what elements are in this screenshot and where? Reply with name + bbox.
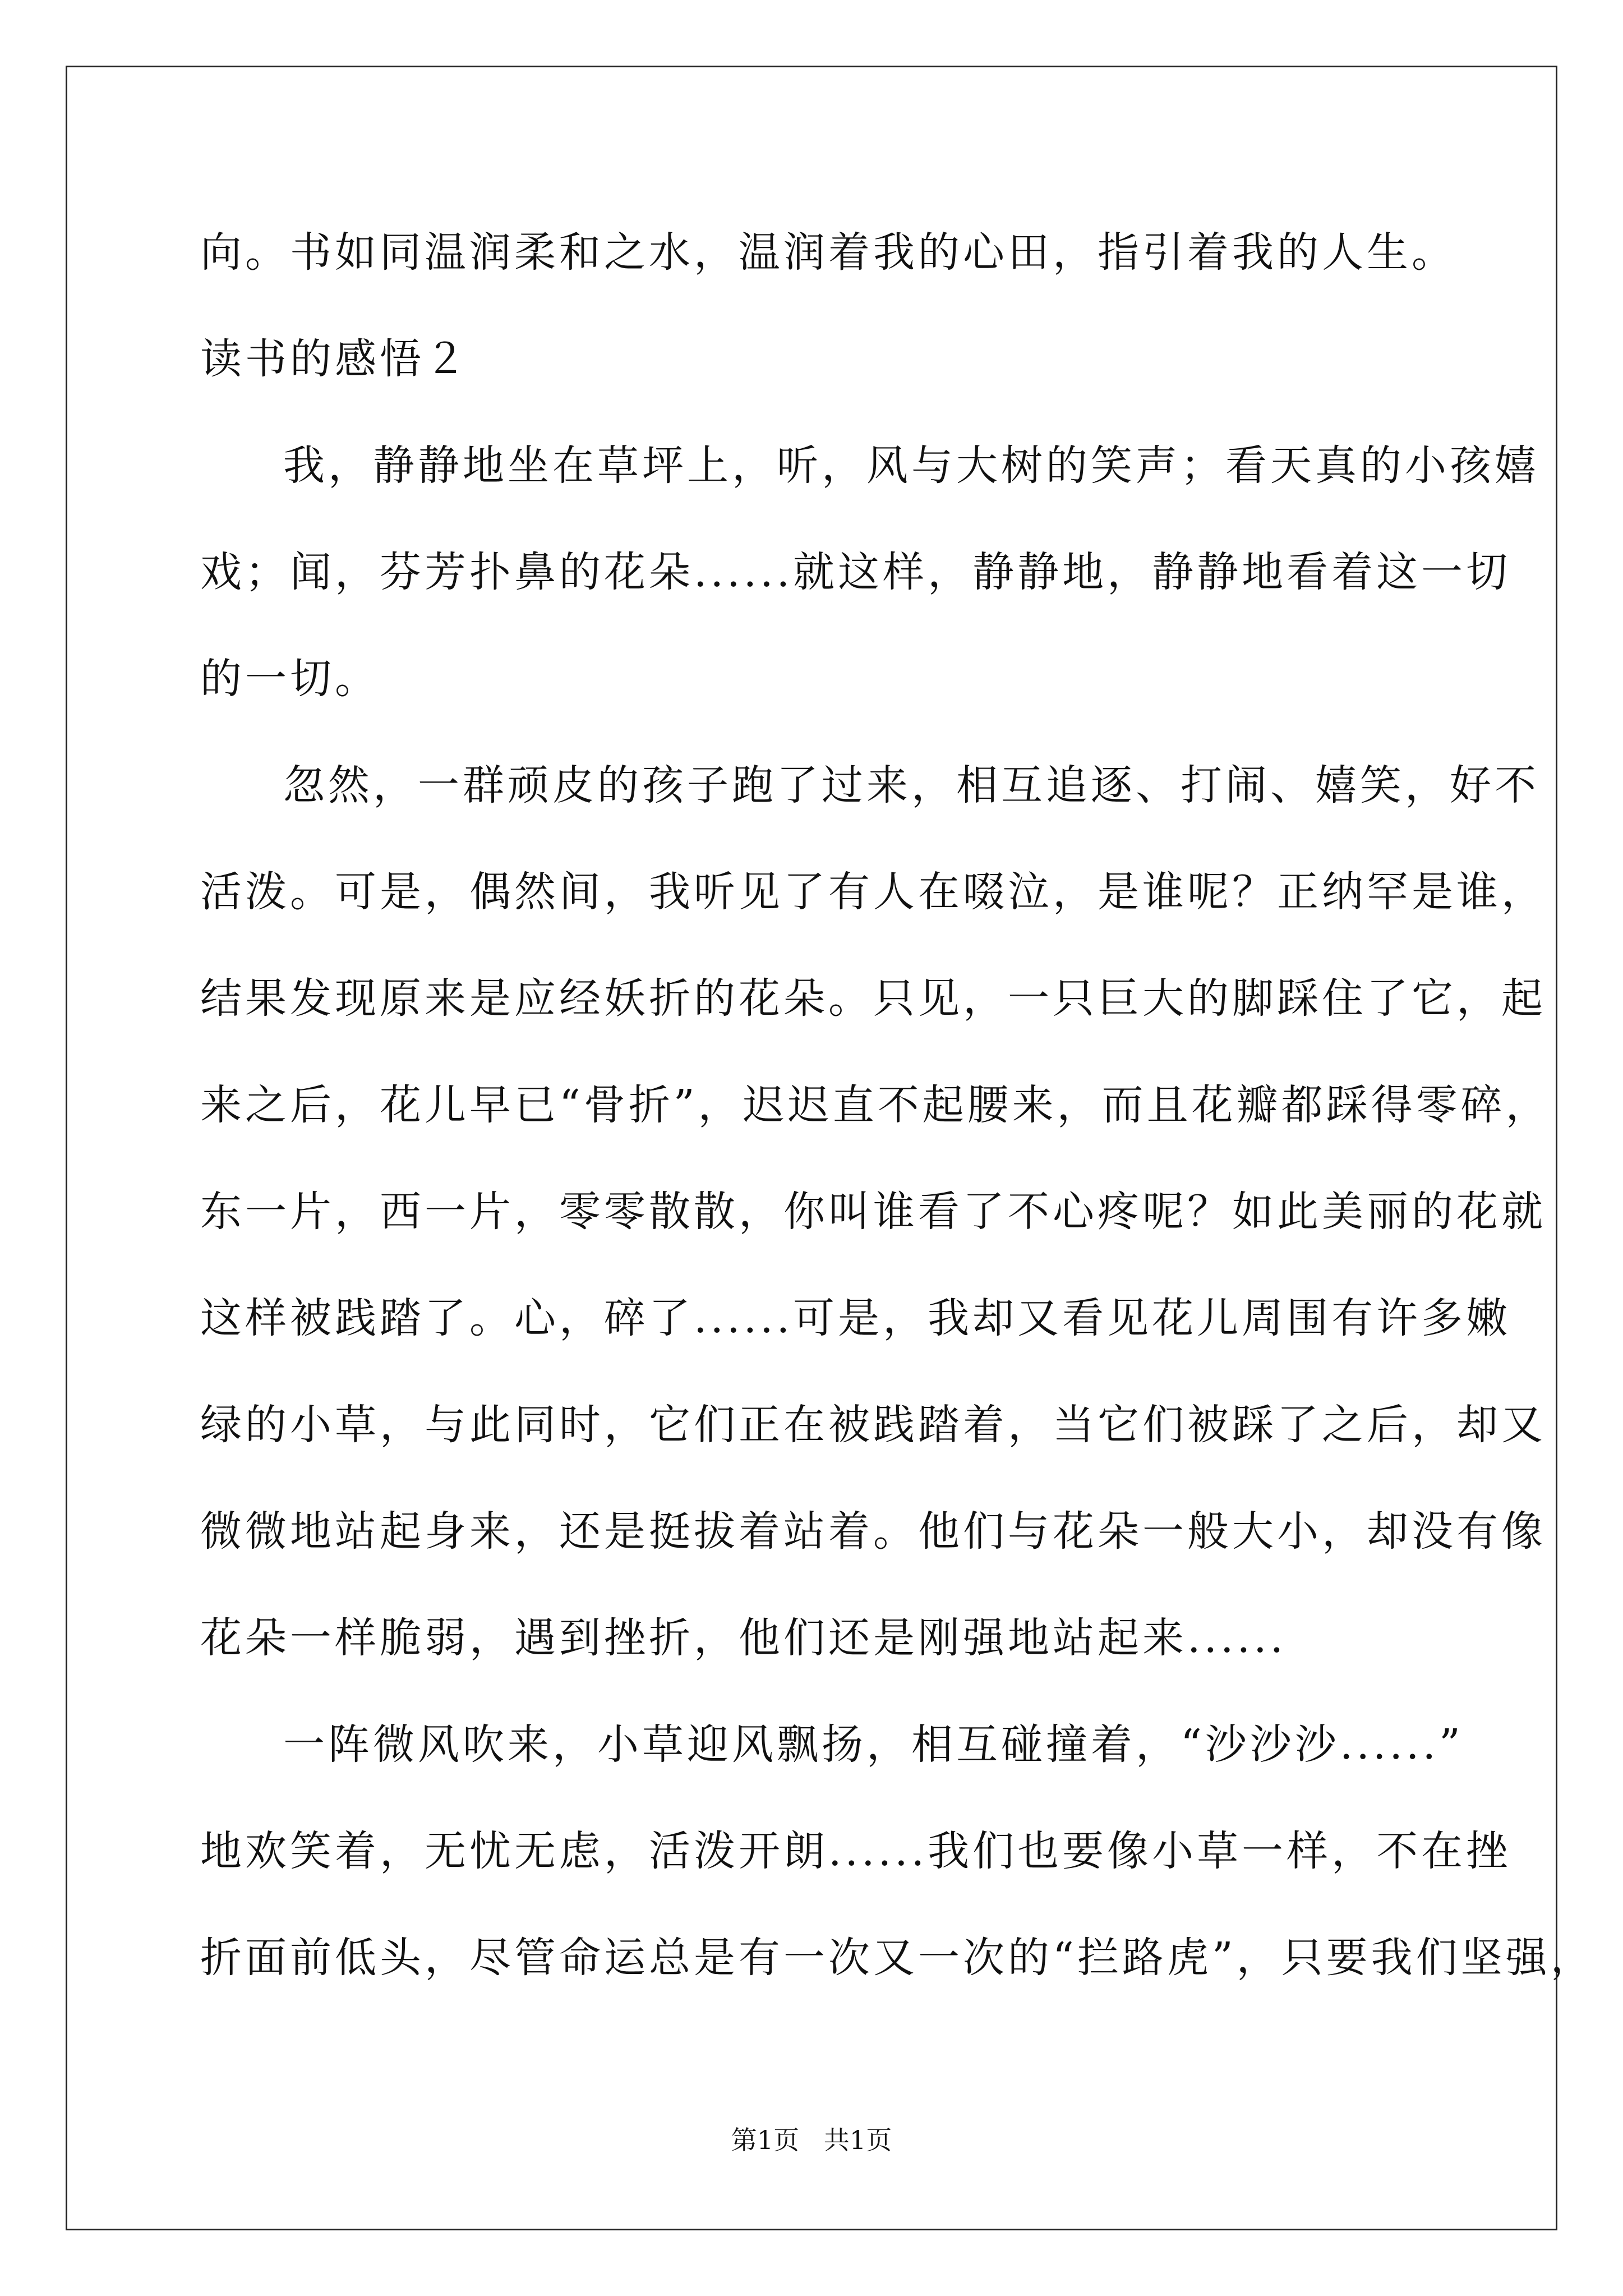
page-footer: 第1页 共1页 (731, 2125, 892, 2155)
section-heading: 读书的感悟２ (200, 335, 469, 383)
text-line: 结果发现原来是应经妖折的花朵。只见，一只巨大的脚踩住了它，起 (200, 974, 1546, 1023)
text-line: 向。书如同温润柔和之水，温润着我的心田，指引着我的人生。 (200, 228, 1456, 277)
text-line: 来之后，花儿早已“骨折”，迟迟直不起腰来，而且花瓣都踩得零碎， (200, 1081, 1551, 1129)
text-line: 一阵微风吹来，小草迎风飘扬，相互碰撞着，“沙沙沙......” (283, 1720, 1464, 1769)
text-line: 我，静静地坐在草坪上，听，风与大树的笑声；看天真的小孩嬉 (283, 441, 1539, 490)
text-line: 折面前低头，尽管命运总是有一次又一次的“拦路虎”，只要我们坚强， (200, 1934, 1596, 1982)
text-line: 东一片，西一片，零零散散，你叫谁看了不心疼呢？如此美丽的花就 (200, 1188, 1546, 1236)
page-border (66, 66, 1557, 2230)
text-line: 微微地站起身来，还是挺拔着站着。他们与花朵一般大小，却没有像 (200, 1507, 1546, 1556)
text-line: 绿的小草，与此同时，它们正在被践踏着，当它们被踩了之后，却又 (200, 1401, 1546, 1449)
text-line: 忽然，一群顽皮的孩子跑了过来，相互追逐、打闹、嬉笑，好不 (283, 761, 1539, 809)
text-line: 花朵一样脆弱，遇到挫折，他们还是刚强地站起来...... (200, 1614, 1287, 1662)
text-line: 戏；闻，芬芳扑鼻的花朵......就这样，静静地，静静地看着这一切 (200, 548, 1511, 596)
text-line: 的一切。 (200, 655, 380, 703)
text-line: 活泼。可是，偶然间，我听见了有人在啜泣，是谁呢？正纳罕是谁， (200, 868, 1546, 916)
text-line: 这样被践踏了。心，碎了......可是，我却又看见花儿周围有许多嫩 (200, 1294, 1511, 1342)
text-line: 地欢笑着，无忧无虑，活泼开朗......我们也要像小草一样，不在挫 (200, 1827, 1511, 1875)
